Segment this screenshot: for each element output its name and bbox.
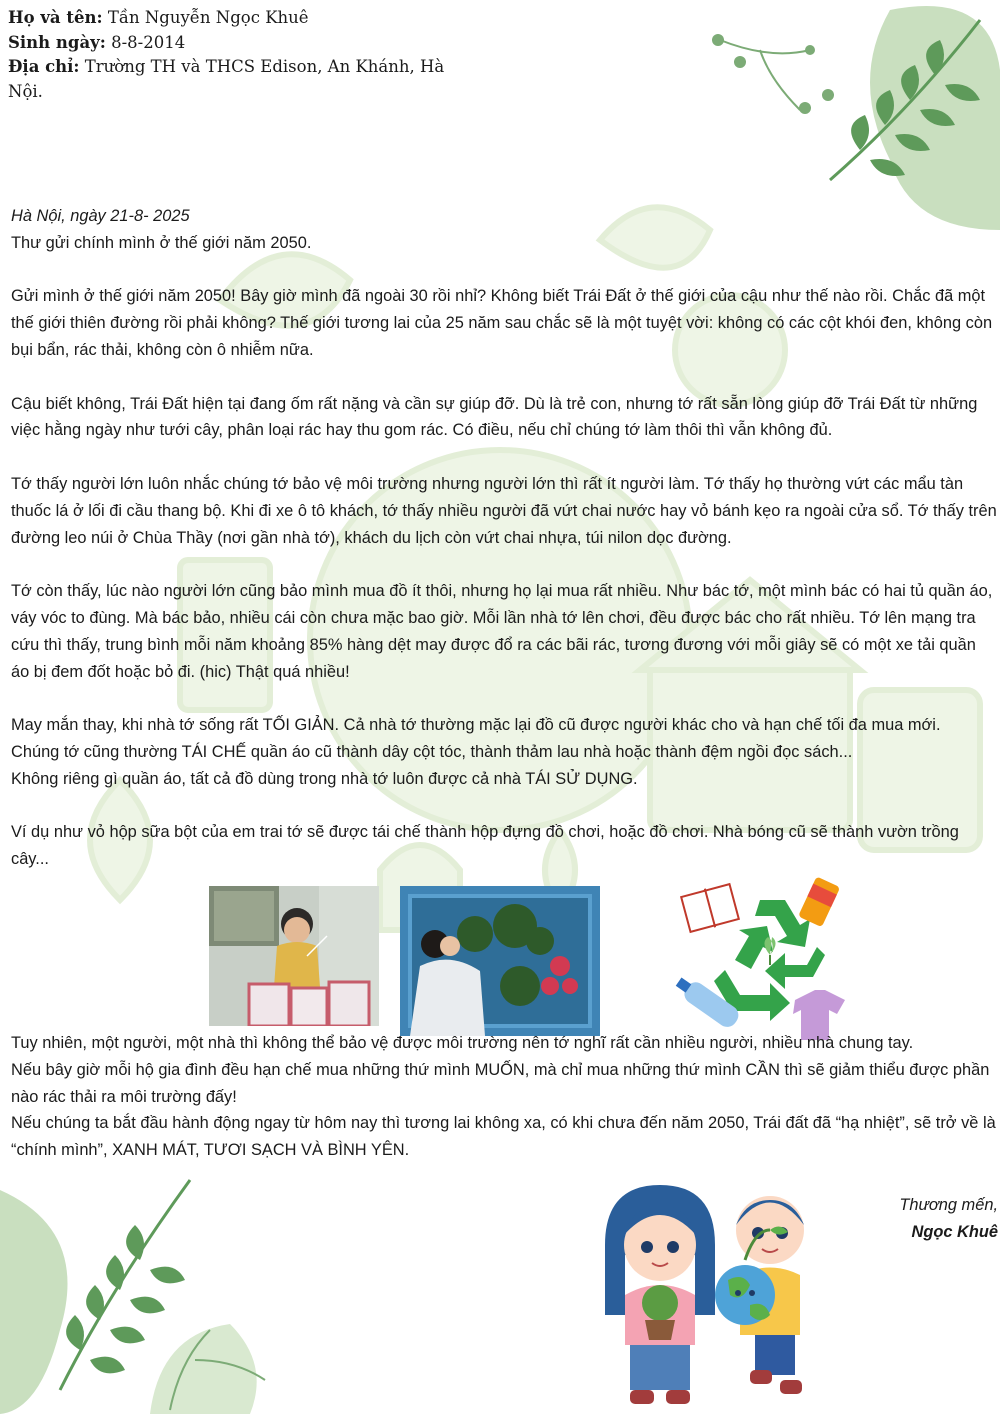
- paragraph: Ví dụ như vỏ hộp sữa bột của em trai tớ sẽ được tái chế thành hộp đựng đồ chơi, hoặc đồ chơi. Nhà bóng cũ sẽ thành vườn trồng cây...: [11, 823, 959, 869]
- name-line: Họ và tên: Tần Nguyễn Ngọc Khuê: [8, 8, 309, 27]
- kids-earth-illustration: [600, 1185, 830, 1410]
- closing-text: Thương mến,: [899, 1196, 998, 1214]
- top-right-leaf-decoration: [700, 0, 1000, 230]
- signature-block: [899, 1192, 998, 1246]
- paragraph: Tớ thấy người lớn luôn nhắc chúng tớ bảo vệ môi trường nhưng người lớn thì rất ít người làm. Tớ thấy họ thường vứt các mẩu tàn thuốc lá ở lối đi cầu thang bộ. Khi đi xe ô tô khách, tớ thấy nhiều người đã vứt chai nước hay vỏ bánh kẹo ra ngoài cửa sổ. Tớ thấy trên đường leo núi ở Chùa Thầy (nơi gần nhà tớ), khách du lịch còn vứt chai nhựa, túi nilon dọc đường.: [11, 474, 997, 547]
- address-line: Địa chỉ: Trường TH và THCS Edison, An Khánh, Hà Nội.: [8, 57, 445, 101]
- letter-subject: Thư gửi chính mình ở thế giới năm 2050.: [11, 233, 312, 252]
- paragraph: Tớ còn thấy, lúc nào người lớn cũng bảo mình mua đồ ít thôi, nhưng họ lại mua rất nhiều. Như bác tớ, một mình bác có hai tủ quần áo, váy vóc to đùng. Mà bác bảo, nhiều cái còn chưa mặc bao giờ. Mỗi lần nhà tớ lên chơi, đều được bác cho rất nhiều. Tớ lên mạng tra cứu thì thấy, trung bình mỗi năm khoảng 85% hàng dệt may được đổ ra các bãi rác, tương đương với mỗi giây sẽ có một xe tải quần áo bị đem đốt hoặc bỏ đi. (hic) Thật quá nhiều!: [11, 582, 993, 681]
- paragraph: Tuy nhiên, một người, một nhà thì không thể bảo vệ được môi trường nên tớ nghĩ rất cần nhiều người, nhiều nhà chung tay.: [11, 1034, 914, 1052]
- dob-line: Sinh ngày: 8-8-2014: [8, 32, 186, 52]
- letter-body: [11, 203, 997, 873]
- paragraph: May mắn thay, khi nhà tớ sống rất TỐI GIẢN. Cả nhà tớ thường mặc lại đồ cũ được người khác cho và hạn chế tối đa mua mới.: [11, 716, 941, 735]
- paragraph: Nếu bây giờ mỗi hộ gia đình đều hạn chế mua những thứ mình MUỐN, mà chỉ mua những thứ mình CẦN thì sẽ giảm thiểu được phần nào rác thải ra môi trường đấy!: [11, 1060, 990, 1106]
- paragraph: Cậu biết không, Trái Đất hiện tại đang ốm rất nặng và cần sự giúp đỡ. Dù là trẻ con, nhưng tớ rất sẵn lòng giúp đỡ Trái Đất từ những việc hằng ngày như tưới cây, phân loại rác hay thu gom rác. Có điều, nếu chỉ chúng tớ làm thôi thì vẫn không đủ.: [11, 394, 978, 440]
- signature-name: Ngọc Khuê: [911, 1223, 998, 1241]
- photo-girl-plants-ballpit: [400, 886, 600, 1036]
- paragraph: Nếu chúng ta bắt đầu hành động ngay từ hôm nay thì tương lai không xa, có khi chưa đến năm 2050, Trái đất đã “hạ nhiệt”, sẽ trở về là “chính mình”, XANH MÁT, TƯƠI SẠCH VÀ BÌNH YÊN.: [11, 1114, 996, 1160]
- paragraph: Chúng tớ cũng thường TÁI CHẾ quần áo cũ thành dây cột tóc, thành thảm lau nhà hoặc thành đệm ngồi đọc sách...: [11, 742, 853, 761]
- letter-body-continued: [11, 1030, 997, 1164]
- photo-boy-recycled-cans: [209, 886, 379, 1026]
- bottom-left-leaf-decoration: [0, 1160, 280, 1414]
- recycling-illustration: [665, 870, 875, 1040]
- paragraph: Gửi mình ở thế giới năm 2050! Bây giờ mình đã ngoài 30 rồi nhỉ? Không biết Trái Đất ở thế giới của cậu như thế nào rồi. Chắc đã một thế giới thiên đường rồi phải không? Thế giới tương lai của 25 năm sau chắc sẽ là một tuyệt vời: không có các cột khói đen, không còn bụi bẩn, rác thải, không còn ô nhiễm nữa.: [11, 287, 993, 359]
- author-info: [8, 6, 468, 104]
- paragraph: Không riêng gì quần áo, tất cả đồ dùng trong nhà tớ luôn được cả nhà TÁI SỬ DỤNG.: [11, 769, 638, 788]
- date-line: Hà Nội, ngày 21-8- 2025: [11, 207, 190, 225]
